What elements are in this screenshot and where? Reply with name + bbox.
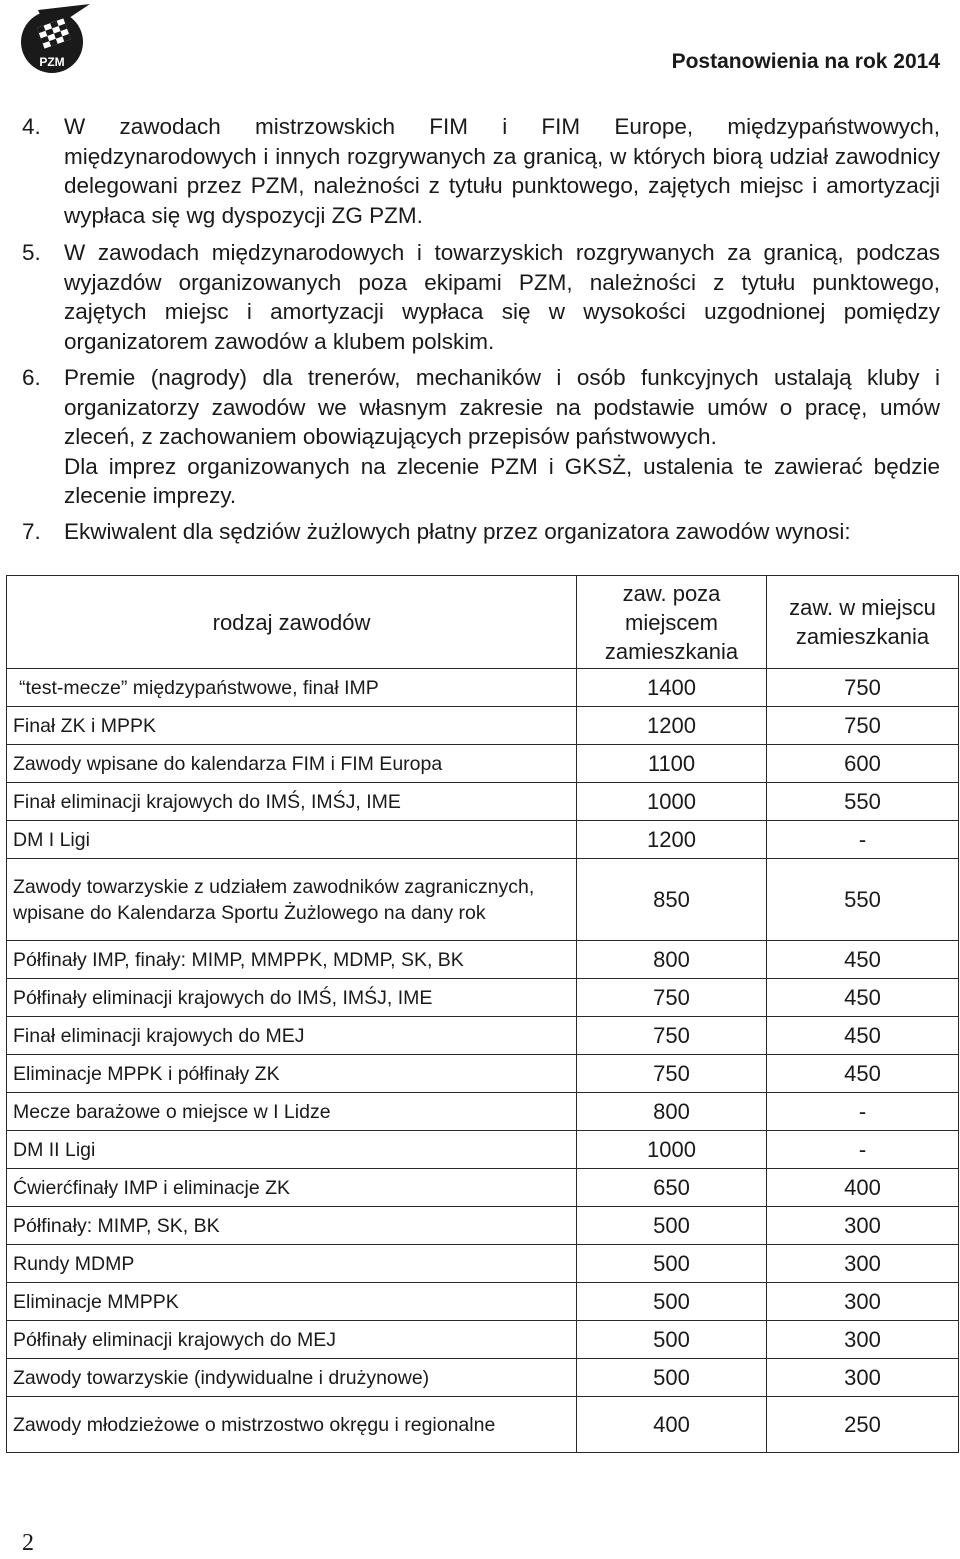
fee-home: 450 <box>767 979 959 1017</box>
paragraph-text: Ekwiwalent dla sędziów żużlowych płatny przez organizatora zawodów wynosi: <box>64 519 851 544</box>
table-row <box>7 1017 959 1055</box>
fee-home: - <box>767 1093 959 1131</box>
table-row <box>7 669 959 707</box>
competition-name: Zawody towarzyskie z udziałem zawodników zagranicznych, wpisane do Kalendarza Sportu Żużlowego na dany rok <box>7 859 577 941</box>
table-row <box>7 821 959 859</box>
fee-away: 1100 <box>577 745 767 783</box>
competition-name: Finał eliminacji krajowych do MEJ <box>7 1017 577 1055</box>
fee-away: 850 <box>577 859 767 941</box>
table-row <box>7 1131 959 1169</box>
table-row <box>7 1093 959 1131</box>
header-home: zaw. w miejscu zamieszkania <box>767 576 959 669</box>
fee-away: 1400 <box>577 669 767 707</box>
header-away: zaw. poza miejscem zamieszkania <box>577 576 767 669</box>
fee-home: 450 <box>767 1055 959 1093</box>
pzm-logo <box>18 2 94 82</box>
competition-name: Finał eliminacji krajowych do IMŚ, IMŚJ, IME <box>7 783 577 821</box>
paragraph-4 <box>22 112 940 230</box>
fee-home: 550 <box>767 859 959 941</box>
table-row <box>7 1055 959 1093</box>
paragraph-6 <box>22 363 940 511</box>
fee-home: 450 <box>767 1017 959 1055</box>
table-row <box>7 745 959 783</box>
competition-name: Półfinały eliminacji krajowych do IMŚ, IMŚJ, IME <box>7 979 577 1017</box>
table-row <box>7 1283 959 1321</box>
table-row <box>7 1321 959 1359</box>
fee-away: 750 <box>577 1055 767 1093</box>
fee-away: 800 <box>577 1093 767 1131</box>
fee-away: 1000 <box>577 1131 767 1169</box>
fee-away: 1200 <box>577 707 767 745</box>
fee-home: - <box>767 821 959 859</box>
fee-away: 750 <box>577 979 767 1017</box>
competition-name: Półfinały: MIMP, SK, BK <box>7 1207 577 1245</box>
paragraph-text: W zawodach międzynarodowych i towarzyskich rozgrywanych za granicą, podczas wyjazdów organizowanych poza ekipami PZM, należności z tytułu punktowego, zajętych miejsc i amortyzacji wypłaca się w wysokości uzgodnionej pomiędzy organizatorem zawodów a klubem polskim. <box>64 240 940 354</box>
fee-away: 500 <box>577 1207 767 1245</box>
paragraph-7 <box>22 517 940 547</box>
competition-name: “test-mecze” międzypaństwowe, finał IMP <box>7 669 577 707</box>
fee-home: 400 <box>767 1169 959 1207</box>
fee-home: 450 <box>767 941 959 979</box>
competition-name: Mecze barażowe o miejsce w I Lidze <box>7 1093 577 1131</box>
competition-name: Półfinały IMP, finały: MIMP, MMPPK, MDMP, SK, BK <box>7 941 577 979</box>
paragraph-text: Premie (nagrody) dla trenerów, mechaników i osób funkcyjnych ustalają kluby i organizatorzy zawodów we własnym zakresie na podstawie umów o pracę, umów zleceń, z zachowaniem obowiązujących przepisów państwowych. <box>64 365 940 449</box>
table-row <box>7 707 959 745</box>
fee-away: 1200 <box>577 821 767 859</box>
table-row <box>7 979 959 1017</box>
fee-home: 300 <box>767 1359 959 1397</box>
fee-home: 300 <box>767 1283 959 1321</box>
table-row <box>7 1359 959 1397</box>
table-row <box>7 783 959 821</box>
fee-home: 250 <box>767 1397 959 1453</box>
fee-away: 400 <box>577 1397 767 1453</box>
paragraph-number: 5. <box>22 240 41 265</box>
competition-name: Rundy MDMP <box>7 1245 577 1283</box>
referee-fees-table <box>6 575 959 1453</box>
competition-name: Ćwierćfinały IMP i eliminacje ZK <box>7 1169 577 1207</box>
fee-home: 750 <box>767 669 959 707</box>
fee-away: 800 <box>577 941 767 979</box>
table-row <box>7 859 959 941</box>
fee-away: 500 <box>577 1321 767 1359</box>
paragraph-number: 6. <box>22 365 41 390</box>
competition-name: Zawody wpisane do kalendarza FIM i FIM Europa <box>7 745 577 783</box>
fee-away: 750 <box>577 1017 767 1055</box>
fee-home: - <box>767 1131 959 1169</box>
competition-name: Eliminacje MPPK i półfinały ZK <box>7 1055 577 1093</box>
competition-name: Zawody towarzyskie (indywidualne i drużynowe) <box>7 1359 577 1397</box>
paragraph-text: W zawodach mistrzowskich FIM i FIM Europe, międzypaństwowych, międzynarodowych i innych rozgrywanych za granicą, w których biorą udział zawodnicy delegowani przez PZM, należności z tytułu punktowego, zajętych miejsc i amortyzacji wypłaca się wg dyspozycji ZG PZM. <box>64 114 940 228</box>
competition-name: Finał ZK i MPPK <box>7 707 577 745</box>
header-competition-type: rodzaj zawodów <box>7 576 577 669</box>
paragraph-number: 7. <box>22 519 41 544</box>
fee-away: 500 <box>577 1283 767 1321</box>
paragraph-number: 4. <box>22 114 41 139</box>
fee-home: 550 <box>767 783 959 821</box>
fee-away: 500 <box>577 1245 767 1283</box>
table-row <box>7 941 959 979</box>
competition-name: Półfinały eliminacji krajowych do MEJ <box>7 1321 577 1359</box>
document-header-title: Postanowienia na rok 2014 <box>671 50 940 73</box>
table-row <box>7 1169 959 1207</box>
table-row <box>7 1397 959 1453</box>
fee-away: 500 <box>577 1359 767 1397</box>
competition-name: DM I Ligi <box>7 821 577 859</box>
fee-away: 1000 <box>577 783 767 821</box>
fee-away: 650 <box>577 1169 767 1207</box>
competition-name: Eliminacje MMPPK <box>7 1283 577 1321</box>
table-header-row <box>7 576 959 669</box>
table-row <box>7 1245 959 1283</box>
table-row <box>7 1207 959 1245</box>
fee-home: 600 <box>767 745 959 783</box>
fee-home: 300 <box>767 1245 959 1283</box>
competition-name: Zawody młodzieżowe o mistrzostwo okręgu i regionalne <box>7 1397 577 1453</box>
paragraph-5 <box>22 238 940 356</box>
fee-home: 300 <box>767 1207 959 1245</box>
competition-name: DM II Ligi <box>7 1131 577 1169</box>
fee-home: 300 <box>767 1321 959 1359</box>
logo-text: PZM <box>39 55 65 69</box>
fee-home: 750 <box>767 707 959 745</box>
page-number: 2 <box>22 1530 34 1556</box>
paragraph-text-continued: Dla imprez organizowanych na zlecenie PZM i GKSŻ, ustalenia te zawierać będzie zlecenie imprezy. <box>64 453 940 508</box>
